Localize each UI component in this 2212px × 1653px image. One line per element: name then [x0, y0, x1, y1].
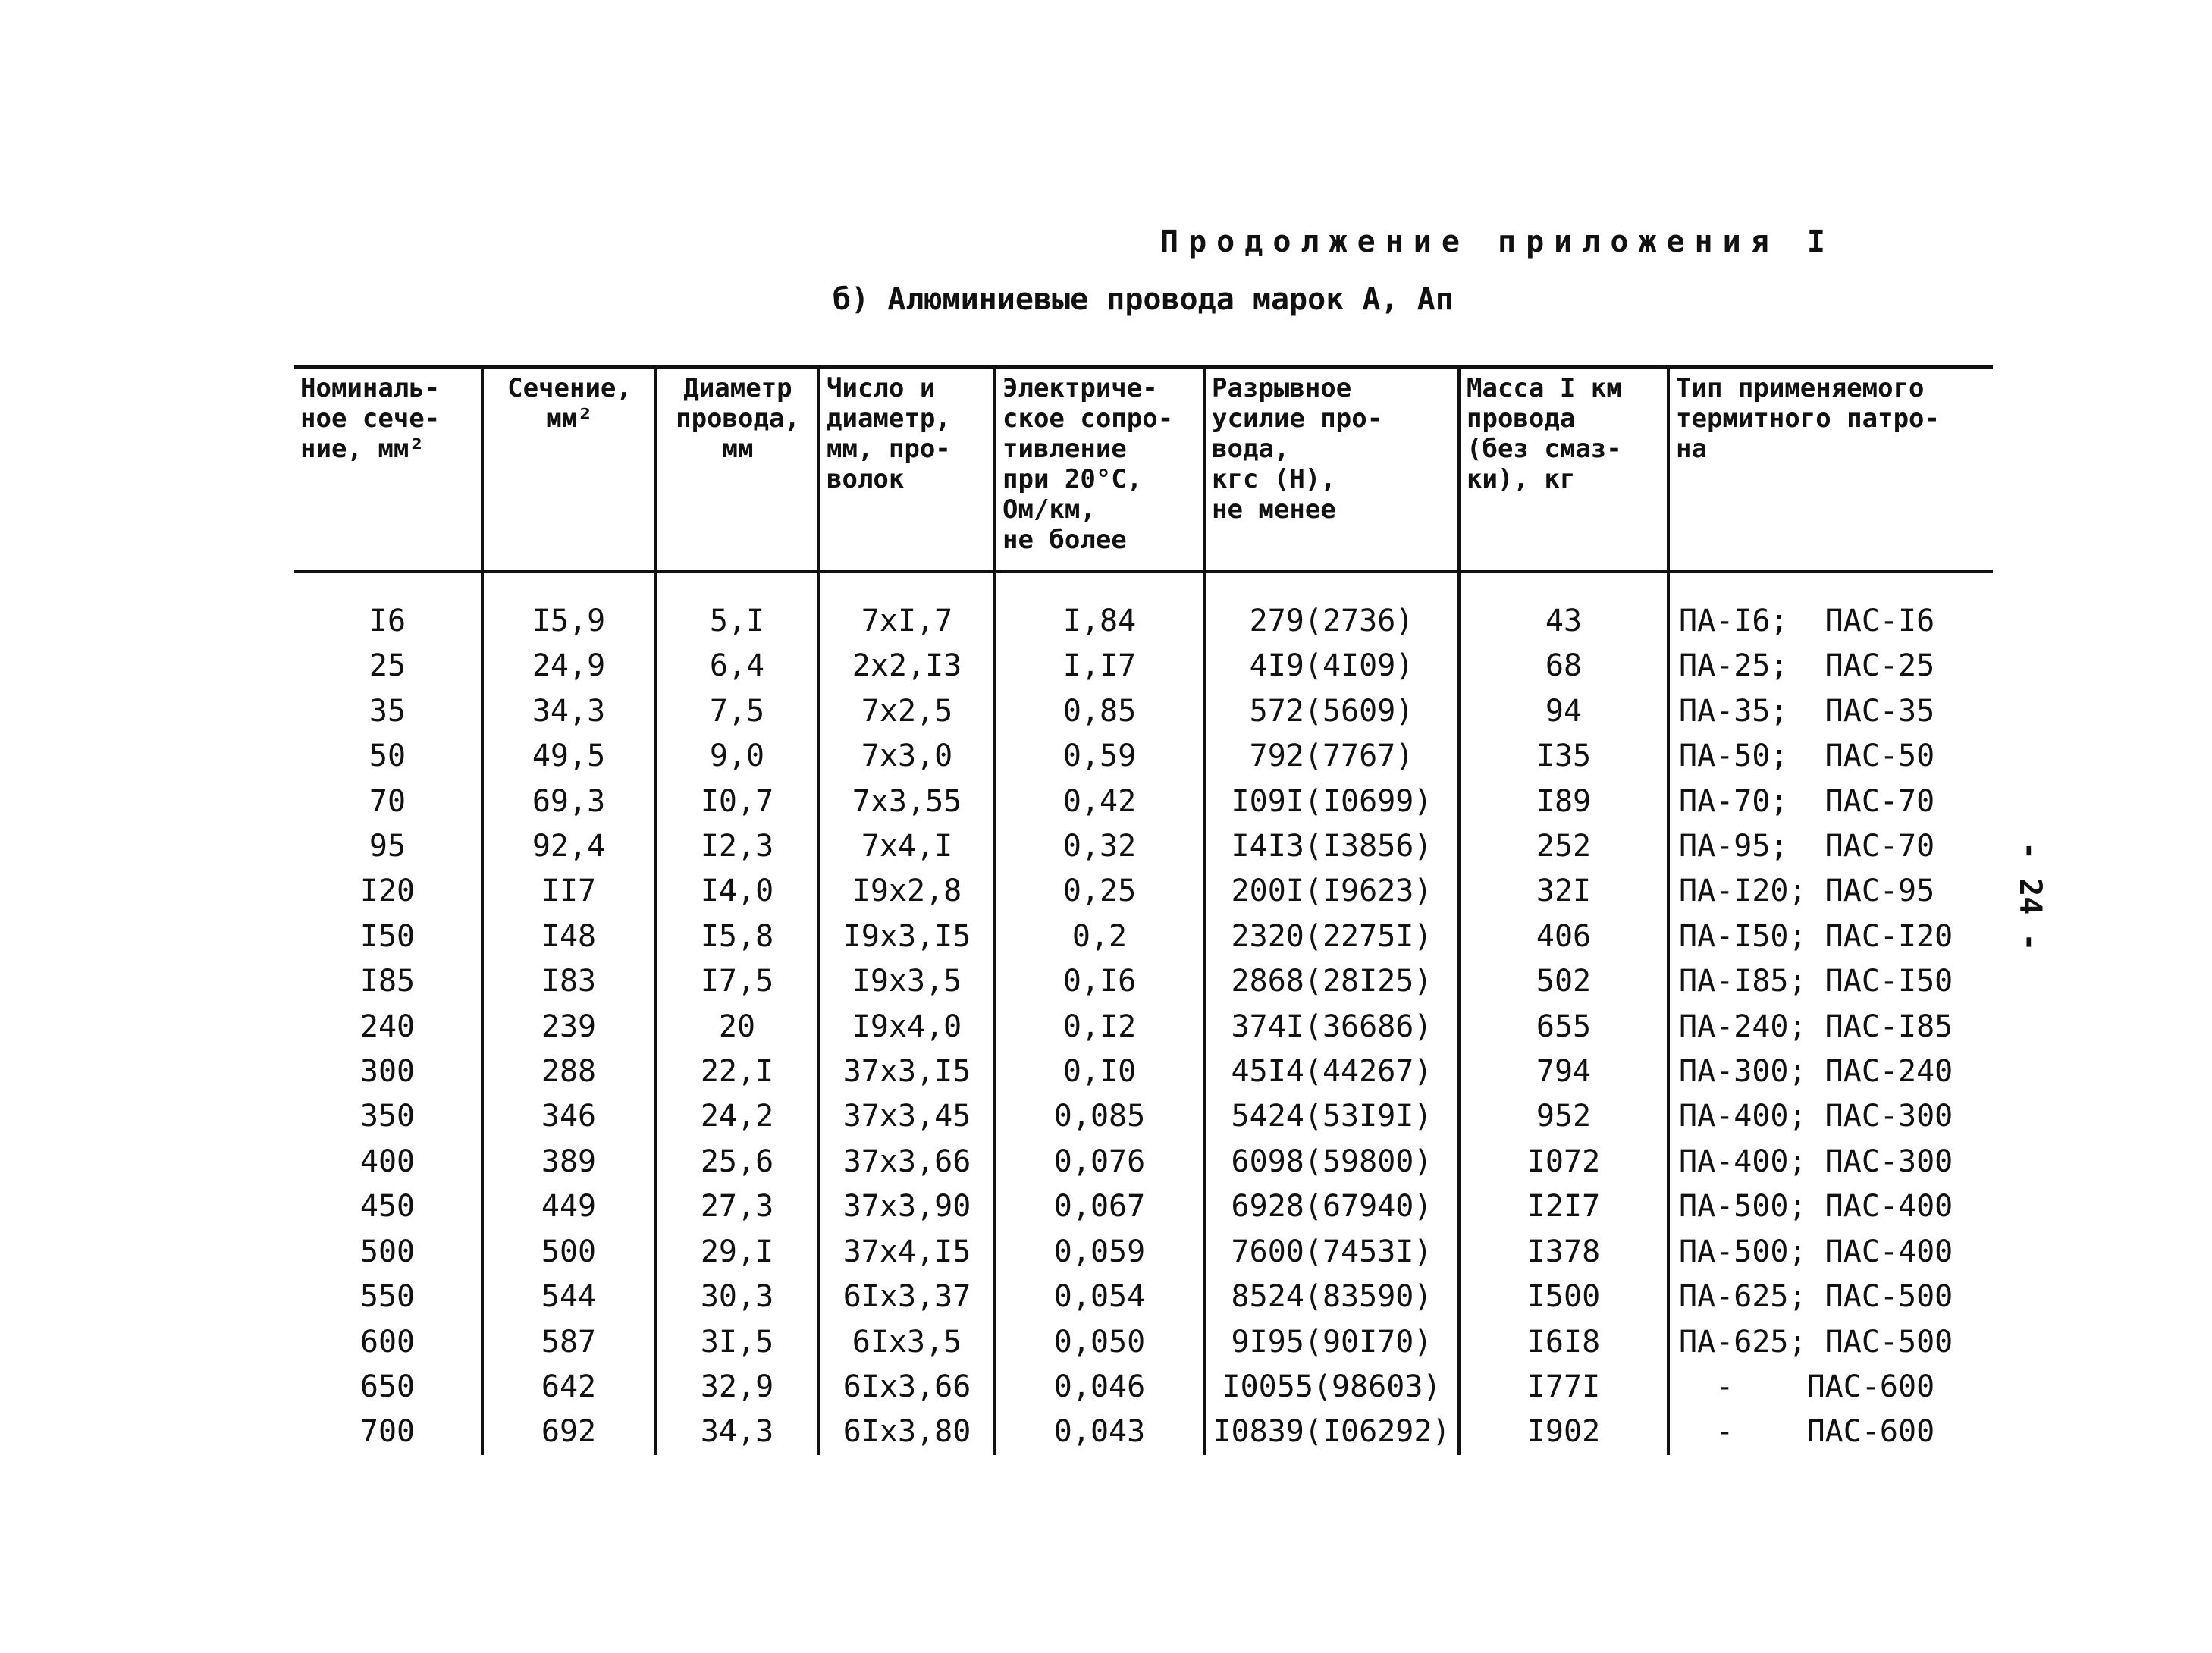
table-cell: 7x3,55: [819, 779, 995, 824]
column-header: Разрывное усилие про- вода, кгс (Н), не менее: [1204, 367, 1459, 572]
table-cell: 794: [1459, 1049, 1668, 1094]
table-cell: 2x2,I3: [819, 644, 995, 688]
table-cell: 27,3: [655, 1184, 819, 1229]
table-row: [294, 734, 1993, 779]
table-cell: ПА-500; ПАС-400: [1668, 1184, 1993, 1229]
table-cell: 24,9: [482, 644, 655, 688]
table-cell: 279(2736): [1204, 572, 1459, 644]
table-row: [294, 824, 1993, 869]
wire-specs-table: [294, 365, 1993, 1455]
table-cell: 6Ix3,5: [819, 1320, 995, 1365]
table-cell: I5,8: [655, 914, 819, 959]
table-cell: 2868(28I25): [1204, 959, 1459, 1004]
table-cell: I9x4,0: [819, 1005, 995, 1049]
column-header: Тип применяемого термитного патро- на: [1668, 367, 1993, 572]
table-cell: 350: [359, 1099, 416, 1134]
table-cell: ПА-I85; ПАС-I50: [1668, 959, 1993, 1004]
table-cell: 374I(36686): [1204, 1005, 1459, 1049]
table-cell: 642: [482, 1365, 655, 1410]
table-cell: 0,42: [995, 779, 1204, 824]
table-cell: 37x3,45: [819, 1094, 995, 1139]
table-row: [294, 1320, 1993, 1365]
table-cell: 792(7767): [1204, 734, 1459, 779]
table-cell: 0,085: [995, 1094, 1204, 1139]
table-cell: ПА-25; ПАС-25: [1668, 644, 1993, 688]
table-cell: 69,3: [482, 779, 655, 824]
table-cell: 7x3,0: [819, 734, 995, 779]
table-cell: 406: [1459, 914, 1668, 959]
table-cell: ПА-35; ПАС-35: [1668, 689, 1993, 734]
table-cell: - ПАС-600: [1668, 1365, 1993, 1410]
table-cell: 92,4: [482, 824, 655, 869]
table-cell: 500: [482, 1230, 655, 1275]
table-cell: 400: [359, 1143, 416, 1179]
table-cell: I6I8: [1459, 1320, 1668, 1365]
table-cell: I48: [482, 914, 655, 959]
table-cell: ПА-I50; ПАС-I20: [1668, 914, 1993, 959]
table-cell: I0839(I06292): [1204, 1410, 1459, 1454]
table-cell: 952: [1459, 1094, 1668, 1139]
table-cell: 200I(I9623): [1204, 869, 1459, 914]
table-cell: 29,I: [655, 1230, 819, 1275]
table-cell: I,I7: [995, 644, 1204, 688]
table-cell: 0,I0: [995, 1049, 1204, 1094]
table-cell: 550: [359, 1279, 416, 1315]
table-cell: 35: [369, 693, 406, 729]
table-cell: 95: [369, 829, 406, 864]
column-header: Электриче- ское сопро- тивление при 20°С, Ом/км, не более: [995, 367, 1204, 572]
table-cell: I2,3: [655, 824, 819, 869]
table-cell: 0,059: [995, 1230, 1204, 1275]
table-cell: I378: [1459, 1230, 1668, 1275]
column-header: Число и диаметр, мм, про- волок: [819, 367, 995, 572]
table-cell: 94: [1459, 689, 1668, 734]
table-cell: 300: [359, 1054, 416, 1090]
table-row: [294, 689, 1993, 734]
table-cell: 45I4(44267): [1204, 1049, 1459, 1094]
table-cell: 30,3: [655, 1275, 819, 1319]
table-cell: I20: [359, 874, 416, 909]
table-cell: 0,043: [995, 1410, 1204, 1454]
table-cell: 34,3: [655, 1410, 819, 1454]
table-cell: 655: [1459, 1005, 1668, 1049]
table-cell: 9,0: [655, 734, 819, 779]
table-cell: 700: [359, 1414, 416, 1450]
table-cell: - ПАС-600: [1668, 1410, 1993, 1454]
table-cell: 5,I: [655, 572, 819, 644]
table-cell: I902: [1459, 1410, 1668, 1454]
table-cell: I2I7: [1459, 1184, 1668, 1229]
table-cell: 3I,5: [655, 1320, 819, 1365]
table-row: [294, 869, 1993, 914]
table-cell: 0,25: [995, 869, 1204, 914]
table-cell: 34,3: [482, 689, 655, 734]
table-cell: I7,5: [655, 959, 819, 1004]
table-cell: 5424(53I9I): [1204, 1094, 1459, 1139]
table-cell: 43: [1459, 572, 1668, 644]
table-cell: 0,050: [995, 1320, 1204, 1365]
table-cell: 37x3,I5: [819, 1049, 995, 1094]
table-cell: 22,I: [655, 1049, 819, 1094]
table-cell: I0,7: [655, 779, 819, 824]
table-cell: 8524(83590): [1204, 1275, 1459, 1319]
table-cell: I5,9: [482, 572, 655, 644]
table-cell: 0,I6: [995, 959, 1204, 1004]
table-cell: I4,0: [655, 869, 819, 914]
table-row: [294, 1410, 1993, 1454]
table-cell: 32,9: [655, 1365, 819, 1410]
table-cell: 240: [359, 1008, 416, 1044]
table-cell: ПА-240; ПАС-I85: [1668, 1005, 1993, 1049]
table-cell: 0,59: [995, 734, 1204, 779]
table-row: [294, 1275, 1993, 1319]
table-cell: 37x3,66: [819, 1140, 995, 1184]
table-cell: 0,076: [995, 1140, 1204, 1184]
table-cell: I9x2,8: [819, 869, 995, 914]
table-cell: 389: [482, 1140, 655, 1184]
table-cell: 0,I2: [995, 1005, 1204, 1049]
table-cell: ПА-625; ПАС-500: [1668, 1320, 1993, 1365]
table-cell: 6Ix3,80: [819, 1410, 995, 1454]
table-cell: 252: [1459, 824, 1668, 869]
table-cell: 68: [1459, 644, 1668, 688]
table-cell: 70: [369, 783, 406, 819]
appendix-header: Продолжение приложения I: [1160, 224, 1835, 259]
table-cell: 6928(67940): [1204, 1184, 1459, 1229]
table-cell: 544: [482, 1275, 655, 1319]
table-cell: I,84: [995, 572, 1204, 644]
table-title: б) Алюминиевые провода марок А, Ап: [833, 282, 1454, 317]
table-cell: 25,6: [655, 1140, 819, 1184]
table-cell: I0055(98603): [1204, 1365, 1459, 1410]
table-cell: I6: [369, 604, 406, 638]
table-cell: I35: [1459, 734, 1668, 779]
table-cell: I500: [1459, 1275, 1668, 1319]
table-cell: 32I: [1459, 869, 1668, 914]
table-row: [294, 644, 1993, 688]
table-cell: 502: [1459, 959, 1668, 1004]
table-cell: 0,85: [995, 689, 1204, 734]
table-row: [294, 1005, 1993, 1049]
table-cell: ПА-95; ПАС-70: [1668, 824, 1993, 869]
table-cell: I89: [1459, 779, 1668, 824]
table-cell: I9x3,5: [819, 959, 995, 1004]
table-cell: 450: [359, 1189, 416, 1225]
table-cell: 24,2: [655, 1094, 819, 1139]
table-cell: 49,5: [482, 734, 655, 779]
table-cell: 0,067: [995, 1184, 1204, 1229]
table-cell: 500: [359, 1234, 416, 1269]
page-number: - 24 -: [2013, 842, 2047, 952]
table-row: [294, 1365, 1993, 1410]
table-cell: 37x3,90: [819, 1184, 995, 1229]
table-cell: 7600(7453I): [1204, 1230, 1459, 1275]
table-cell: II7: [482, 869, 655, 914]
table-cell: ПА-625; ПАС-500: [1668, 1275, 1993, 1319]
column-header: Масса I км провода (без смаз- ки), кг: [1459, 367, 1668, 572]
table-cell: 20: [655, 1005, 819, 1049]
table-row: [294, 914, 1993, 959]
table-cell: ПА-50; ПАС-50: [1668, 734, 1993, 779]
table-cell: 239: [482, 1005, 655, 1049]
table-cell: 7x2,5: [819, 689, 995, 734]
table-cell: I85: [359, 964, 416, 999]
table-cell: 650: [359, 1369, 416, 1404]
table-cell: ПА-I6; ПАС-I6: [1668, 572, 1993, 644]
table-cell: I4I3(I3856): [1204, 824, 1459, 869]
table-cell: 7,5: [655, 689, 819, 734]
table-row: [294, 779, 1993, 824]
table-cell: 600: [359, 1324, 416, 1360]
table-body: [294, 572, 1993, 1455]
table-cell: 0,32: [995, 824, 1204, 869]
table-cell: 449: [482, 1184, 655, 1229]
table-cell: 9I95(90I70): [1204, 1320, 1459, 1365]
table-row: [294, 959, 1993, 1004]
table-cell: 346: [482, 1094, 655, 1139]
table-header: [294, 367, 1993, 572]
table-cell: ПА-I20; ПАС-95: [1668, 869, 1993, 914]
column-header: Диаметр провода, мм: [655, 367, 819, 572]
table-row: [294, 1184, 1993, 1229]
table-cell: I072: [1459, 1140, 1668, 1184]
table-cell: ПА-300; ПАС-240: [1668, 1049, 1993, 1094]
table-cell: 4I9(4I09): [1204, 644, 1459, 688]
table-row: [294, 572, 1993, 644]
table-cell: I50: [359, 918, 416, 954]
table-row: [294, 1049, 1993, 1094]
table-cell: 0,2: [995, 914, 1204, 959]
table-cell: 2320(2275I): [1204, 914, 1459, 959]
table-cell: I77I: [1459, 1365, 1668, 1410]
table-cell: ПА-400; ПАС-300: [1668, 1140, 1993, 1184]
table-row: [294, 1140, 1993, 1184]
table-cell: I9x3,I5: [819, 914, 995, 959]
table-cell: 50: [369, 739, 406, 774]
table-cell: 587: [482, 1320, 655, 1365]
table-cell: ПА-70; ПАС-70: [1668, 779, 1993, 824]
table-row: [294, 1230, 1993, 1275]
column-header: Номиналь- ное сече- ние, мм²: [300, 373, 441, 464]
header-row: [294, 367, 1993, 572]
table-cell: ПА-500; ПАС-400: [1668, 1230, 1993, 1275]
table-cell: 7x4,I: [819, 824, 995, 869]
table-cell: I09I(I0699): [1204, 779, 1459, 824]
table-cell: ПА-400; ПАС-300: [1668, 1094, 1993, 1139]
table-cell: 0,054: [995, 1275, 1204, 1319]
table-cell: 288: [482, 1049, 655, 1094]
table-cell: 6Ix3,37: [819, 1275, 995, 1319]
table-cell: 6098(59800): [1204, 1140, 1459, 1184]
column-header: Сечение, мм²: [482, 367, 655, 572]
table-row: [294, 1094, 1993, 1139]
table-cell: 7xI,7: [819, 572, 995, 644]
table-cell: 692: [482, 1410, 655, 1454]
table-cell: 25: [369, 648, 406, 684]
table-cell: 572(5609): [1204, 689, 1459, 734]
table-cell: 0,046: [995, 1365, 1204, 1410]
table-cell: 6Ix3,66: [819, 1365, 995, 1410]
table-cell: 37x4,I5: [819, 1230, 995, 1275]
table-cell: 6,4: [655, 644, 819, 688]
table-cell: I83: [482, 959, 655, 1004]
